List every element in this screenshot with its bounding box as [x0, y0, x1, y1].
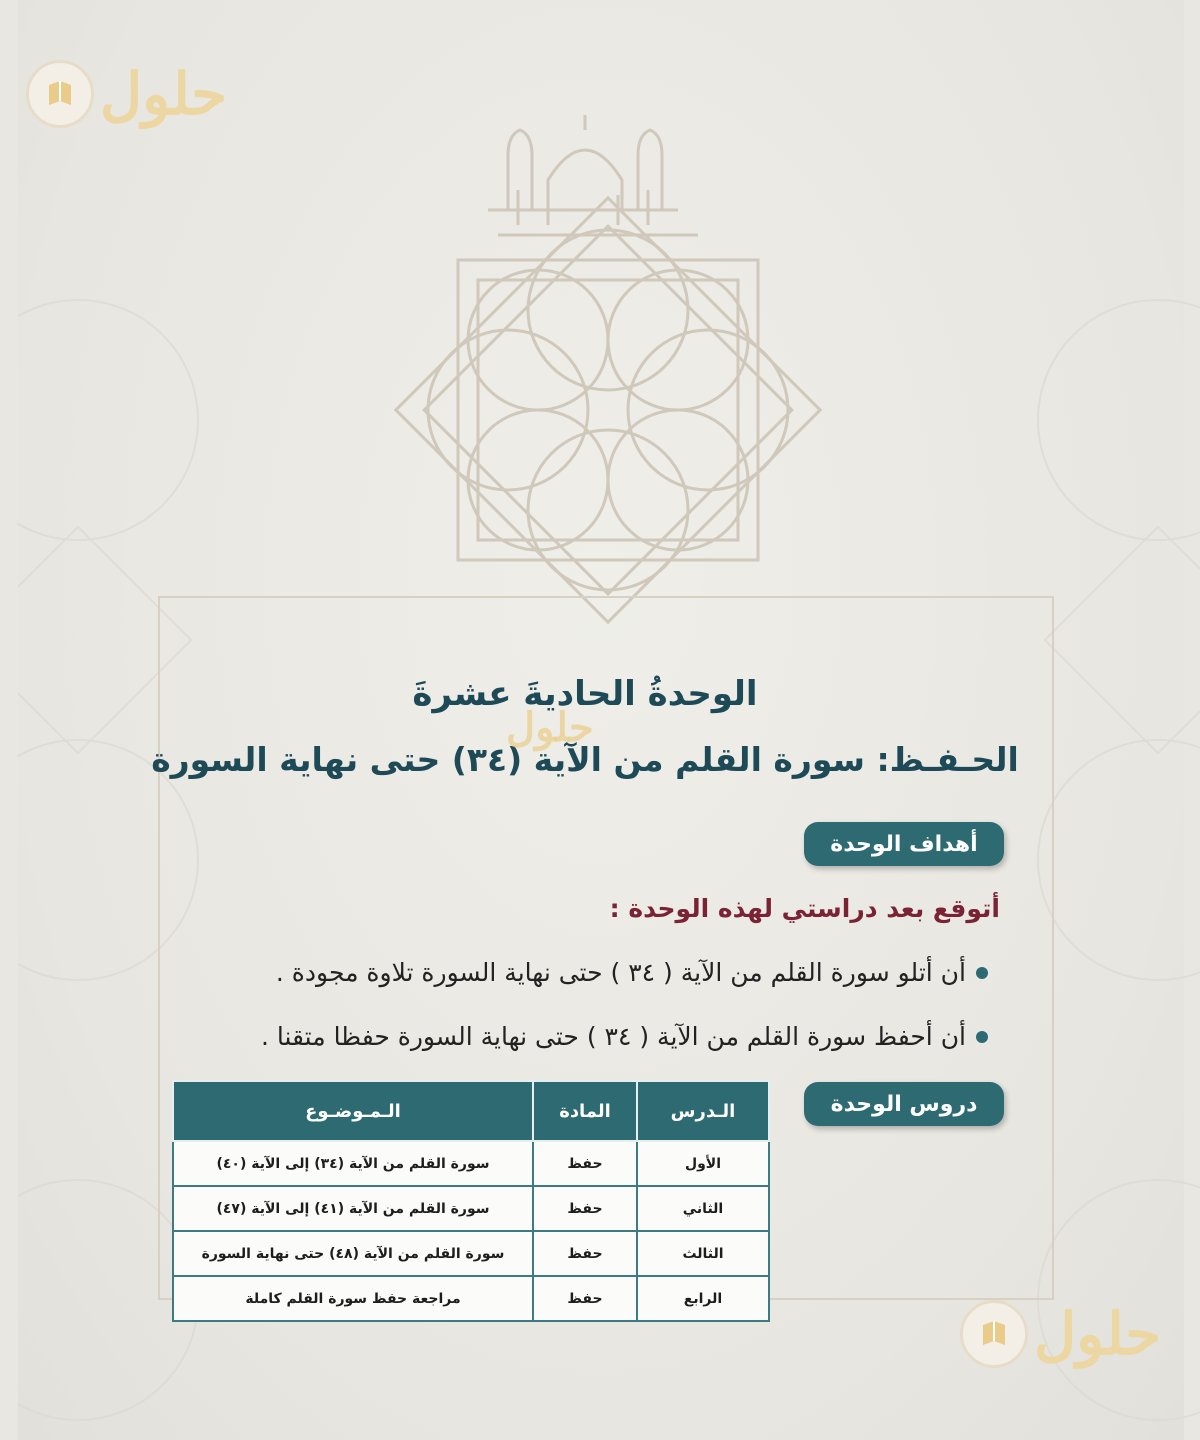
unit-title: الوحدةُ الحاديةَ عشرةَ	[412, 674, 758, 714]
book-icon	[960, 1300, 1028, 1368]
cell-lesson: الثالث	[637, 1231, 769, 1276]
book-icon	[26, 60, 94, 128]
goal-item	[276, 958, 988, 987]
cell-topic: سورة القلم من الآية (٤٨) حتى نهاية السورة	[173, 1231, 533, 1276]
goal-text: أن أتلو سورة القلم من الآية ( ٣٤ ) حتى نهاية السورة تلاوة مجودة .	[275, 958, 966, 987]
goal-text: أن أحفظ سورة القلم من الآية ( ٣٤ ) حتى نهاية السورة حفظا متقنا .	[260, 1022, 966, 1051]
table-row	[173, 1276, 769, 1321]
cell-topic: سورة القلم من الآية (٣٤) إلى الآية (٤٠)	[173, 1141, 533, 1186]
cell-subject: حفظ	[533, 1231, 637, 1276]
cell-topic: سورة القلم من الآية (٤١) إلى الآية (٤٧)	[173, 1186, 533, 1231]
header-lesson: الـدرس	[637, 1081, 769, 1141]
cell-subject: حفظ	[533, 1276, 637, 1321]
cell-lesson: الأول	[637, 1141, 769, 1186]
lessons-table	[172, 1080, 770, 1322]
cell-topic: مراجعة حفظ سورة القلم كاملة	[173, 1276, 533, 1321]
cell-subject: حفظ	[533, 1141, 637, 1186]
bullet-icon	[976, 967, 988, 979]
table-row	[173, 1186, 769, 1231]
goal-item	[261, 1022, 988, 1051]
watermark-text: حلول	[1034, 1300, 1162, 1368]
table-header-row	[173, 1081, 769, 1141]
header-topic: الـمـوضـوع	[173, 1081, 533, 1141]
watermark-logo-top	[26, 60, 227, 128]
watermark-logo-bottom	[960, 1300, 1161, 1368]
cell-lesson: الرابع	[637, 1276, 769, 1321]
unit-subtitle: الحـفـظ: سورة القلم من الآية (٣٤) حتى نهاية السورة	[151, 740, 1019, 779]
watermark-text: حلول	[100, 60, 228, 128]
table-row	[173, 1141, 769, 1186]
cell-subject: حفظ	[533, 1186, 637, 1231]
header-subject: المادة	[533, 1081, 637, 1141]
cell-lesson: الثاني	[637, 1186, 769, 1231]
lessons-heading: دروس الوحدة	[804, 1082, 1004, 1126]
goals-intro: أتوقع بعد دراستي لهذه الوحدة :	[609, 894, 1000, 923]
bullet-icon	[976, 1031, 988, 1043]
goals-heading: أهداف الوحدة	[804, 822, 1004, 866]
watermark-text-center: حلول	[506, 704, 594, 751]
mosque-ornament-icon	[348, 60, 868, 660]
table-row	[173, 1231, 769, 1276]
